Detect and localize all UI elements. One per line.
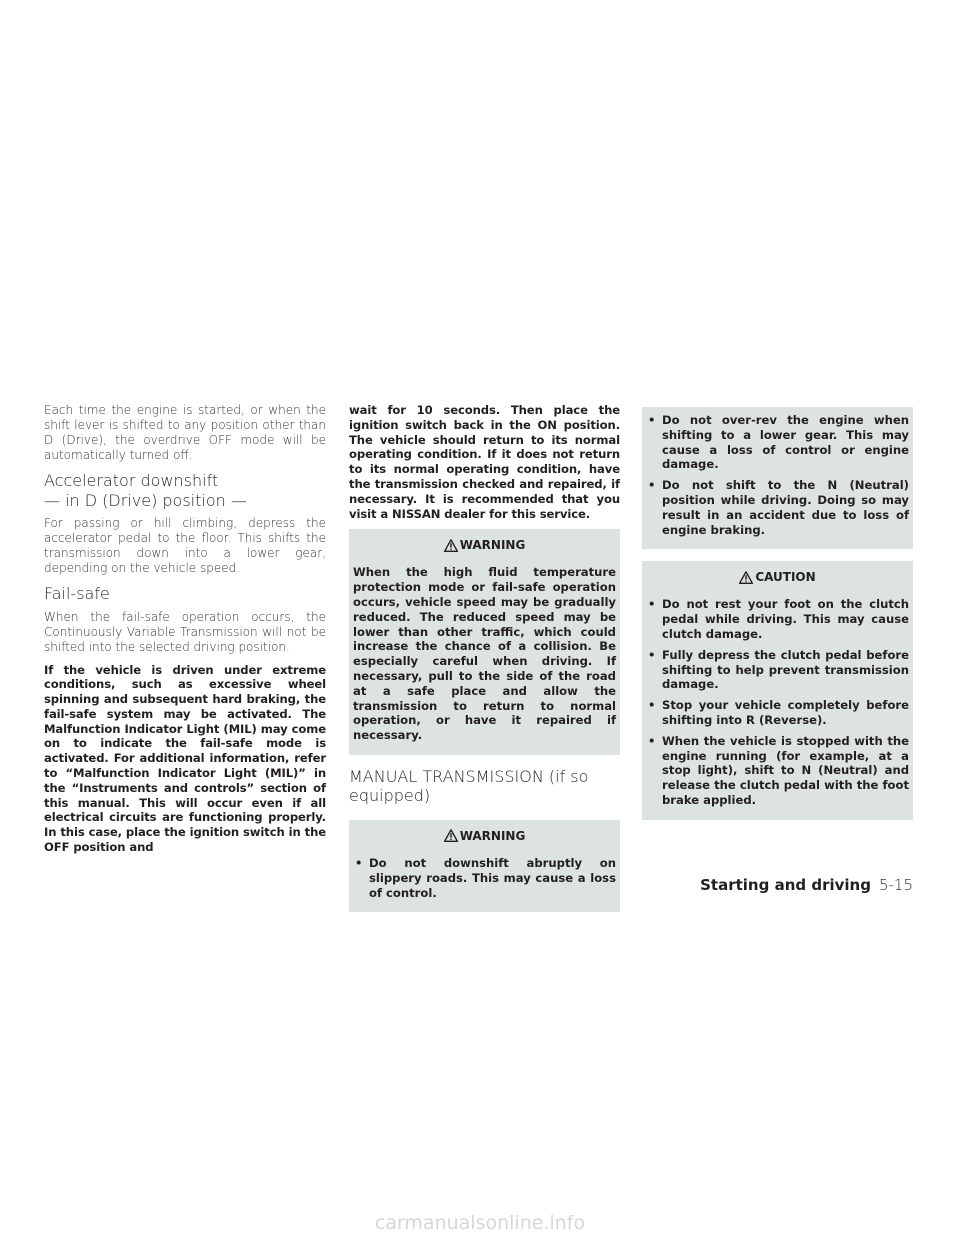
heading-line-1: Accelerator downshift bbox=[44, 471, 219, 490]
warning-box-2-header bbox=[353, 824, 616, 848]
warning-box-1 bbox=[349, 529, 620, 755]
list-item: • Do not downshift abruptly on slippery roads. This may cause a loss of control. bbox=[353, 856, 616, 900]
column-3 bbox=[642, 403, 913, 832]
page-number: 5-15 bbox=[878, 876, 913, 894]
heading-line-1: MANUAL TRANSMISSION (if so bbox=[349, 766, 589, 786]
list-item: • Fully depress the clutch pedal before shifting to help prevent transmission damage. bbox=[646, 648, 909, 692]
list-item: • Do not rest your foot on the clutch pedal while driving. This may cause clutch damage. bbox=[646, 597, 909, 641]
accelerator-paragraph: For passing or hill climbing, depress the accelerator pedal to the floor. This shifts the transmission down into a lower gear, depending on the vehicle speed. bbox=[44, 516, 326, 575]
warning-triangle-icon bbox=[739, 571, 753, 584]
page-footer bbox=[700, 876, 913, 894]
heading-accelerator-downshift bbox=[44, 471, 326, 510]
caution-box bbox=[642, 561, 913, 819]
warning-box-1-header bbox=[353, 533, 616, 557]
heading-line-2: equipped) bbox=[349, 786, 431, 806]
warning-title: WARNING bbox=[459, 828, 526, 843]
warning-list bbox=[353, 856, 616, 900]
warning-box-2 bbox=[349, 820, 620, 912]
warning-text: When the high fluid temperature protection mode or fail-safe operation occurs, vehicle speed may be gradually reduced. The reduced speed may be lower than other traffic, which could increase the chance of a collision. Be especially careful when driving. If necessary, pull to the side of the road at a safe place and allow the transmission to return to normal operation, or have it repaired if necessary. bbox=[353, 565, 616, 743]
intro-paragraph: Each time the engine is started, or when the shift lever is shifted to any position other than D (Drive), the overdrive OFF mode will be automatically turned off. bbox=[44, 403, 326, 462]
column-2 bbox=[349, 403, 620, 924]
heading-fail-safe: Fail-safe bbox=[44, 584, 110, 603]
fail-safe-bold-continued: wait for 10 seconds. Then place the ignition switch back in the ON position. The vehicle should return to its normal operating condition. If it does not return to its normal operating condition, have the transmission checked and repaired, if necessary. It is recommended that you visit a NISSAN dealer for this service. bbox=[349, 403, 620, 521]
warning-list bbox=[646, 413, 909, 537]
caution-box-header bbox=[646, 565, 909, 589]
list-item: • Stop your vehicle completely before shifting into R (Reverse). bbox=[646, 698, 909, 728]
watermark: carmanualsonline.info bbox=[374, 1212, 586, 1234]
heading-manual-transmission bbox=[349, 767, 620, 806]
caution-title: CAUTION bbox=[755, 570, 816, 585]
warning-box-2-continued bbox=[642, 407, 913, 549]
list-item: • When the vehicle is stopped with the engine running (for example, at a stop light), shift to N (Neutral) and release the clutch pedal with the foot brake applied. bbox=[646, 734, 909, 808]
section-name: Starting and driving bbox=[700, 876, 871, 894]
heading-line-2: — in D (Drive) position — bbox=[44, 490, 247, 510]
caution-list bbox=[646, 597, 909, 807]
warning-triangle-icon bbox=[444, 539, 458, 552]
warning-triangle-icon bbox=[444, 829, 458, 842]
list-item: • Do not shift to the N (Neutral) position while driving. Doing so may result in an accident due to loss of engine braking. bbox=[646, 478, 909, 537]
fail-safe-bold-paragraph: If the vehicle is driven under extreme conditions, such as excessive wheel spinning and subsequent hard braking, the fail-safe system may be activated. The Malfunction Indicator Light (MIL) may come on to indicate the fail-safe mode is activated. For additional information, refer to “Malfunction Indicator Light (MIL)” in the “Instruments and controls” section of this manual. This will occur even if all electrical circuits are functioning properly. In this case, place the ignition switch in the OFF position and bbox=[44, 662, 326, 855]
list-item: • Do not over-rev the engine when shifting to a lower gear. This may cause a loss of control or engine damage. bbox=[646, 413, 909, 472]
warning-title: WARNING bbox=[459, 538, 526, 553]
column-1 bbox=[44, 403, 326, 863]
fail-safe-paragraph: When the fail-safe operation occurs, the Continuously Variable Transmission will not be shifted into the selected driving position. bbox=[44, 609, 326, 654]
